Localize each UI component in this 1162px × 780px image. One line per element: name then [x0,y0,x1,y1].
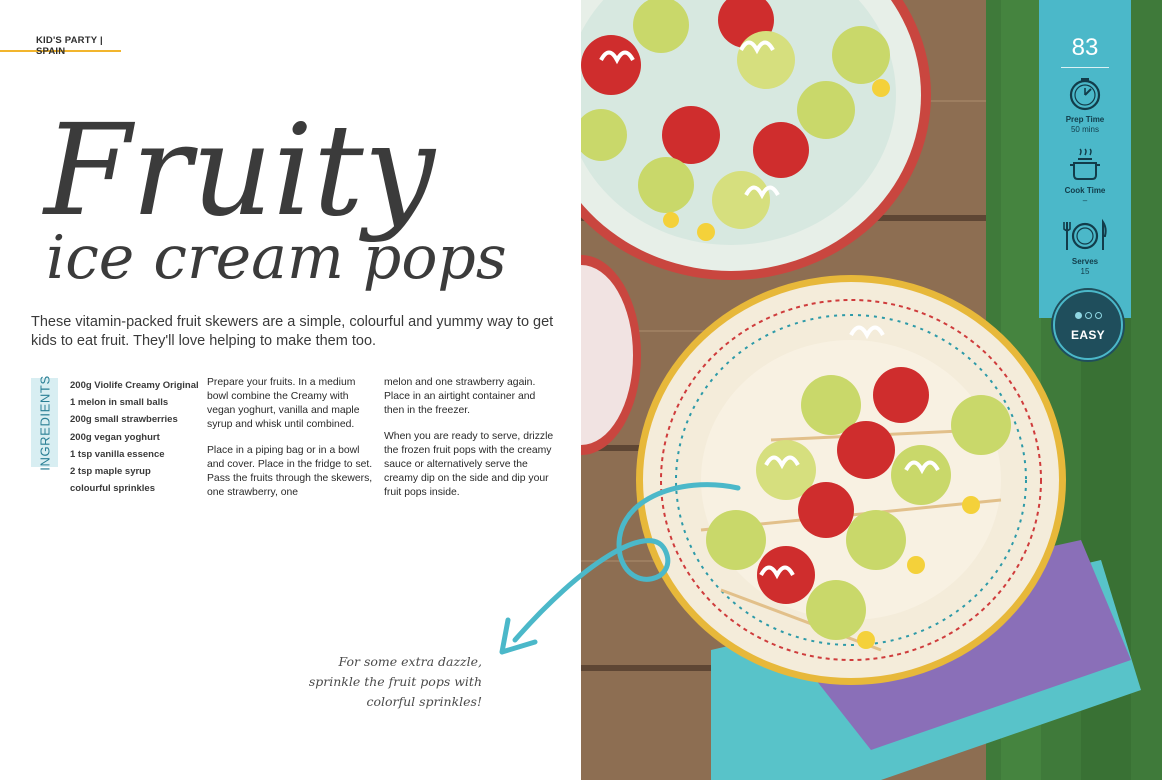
ingredient-item: 200g small strawberries [70,414,178,426]
prep-time-label: Prep Time [1065,115,1105,124]
method-paragraph: When you are ready to serve, drizzle the frozen fruit pops with the creamy sauce or alternatively serve the creamy dip on the side and dip your fruit pops inside. [384,431,554,498]
ingredient-item: 200g vegan yoghurt [70,431,160,443]
difficulty-dot [1095,312,1102,319]
ingredients-list [70,377,200,497]
method-paragraph: Prepare your fruits. In a medium bowl combine the Creamy with vegan yoghurt, vanilla and maple syrup and whisk until combined. [207,377,360,430]
divider [1061,67,1109,68]
method-column-1 [207,376,377,512]
cook-time-label: Cook Time [1064,186,1106,195]
ingredient-item: 1 melon in small balls [70,397,169,409]
method-paragraph: melon and one strawberry again. Place in an airtight container and then in the freezer. [384,377,536,416]
tip-text [290,652,482,712]
page-number: 83 [1071,34,1099,61]
ingredients-tab [31,374,58,471]
prep-time-stat [1039,76,1131,135]
ingredient-item: colourful sprinkles [70,483,155,495]
title-line-1: Fruity [44,97,435,244]
difficulty-badge [1053,290,1123,360]
title-line-2: ice cream pops [46,223,507,293]
clock-icon [1067,76,1103,112]
intro-text: These vitamin-packed fruit skewers are a simple, colourful and yummy way to get kids to eat fruit. They'll love helping to make them too. [31,314,554,349]
serves-stat [1039,218,1131,277]
method-paragraph: Place in a piping bag or in a bowl and cover. Place in the fridge to set. Pass the fruits through the skewers, one strawberry, one [207,445,373,498]
difficulty-label: EASY [1071,328,1105,342]
tip-line-3: colorful sprinkles! [366,694,482,709]
arrow-icon [490,470,750,670]
difficulty-dot [1085,312,1092,319]
difficulty-dot [1075,312,1082,319]
serves-value: 15 [1080,267,1090,276]
ingredient-item: 1 tsp vanilla essence [70,448,165,460]
cook-time-value: – [1082,196,1088,205]
prep-time-value: 50 mins [1070,125,1099,134]
section-label-text: KID'S PARTY | SPAIN [36,35,103,57]
cooking-pot-icon [1067,147,1103,183]
ingredient-item: 2 tsp maple syrup [70,466,151,478]
ingredients-heading: INGREDIENTS [37,374,52,471]
section-label [0,34,121,57]
difficulty-dots [1055,312,1121,319]
plate-cutlery-icon [1062,218,1108,254]
serves-label: Serves [1071,257,1099,266]
tip-line-1: For some extra dazzle, [338,654,482,669]
tip-line-2: sprinkle the fruit pops with [308,674,482,689]
cook-time-stat [1039,147,1131,206]
recipe-info-sidebar [1039,0,1131,318]
ingredient-item: 200g Violife Creamy Original [70,380,199,391]
recipe-title [30,56,550,316]
